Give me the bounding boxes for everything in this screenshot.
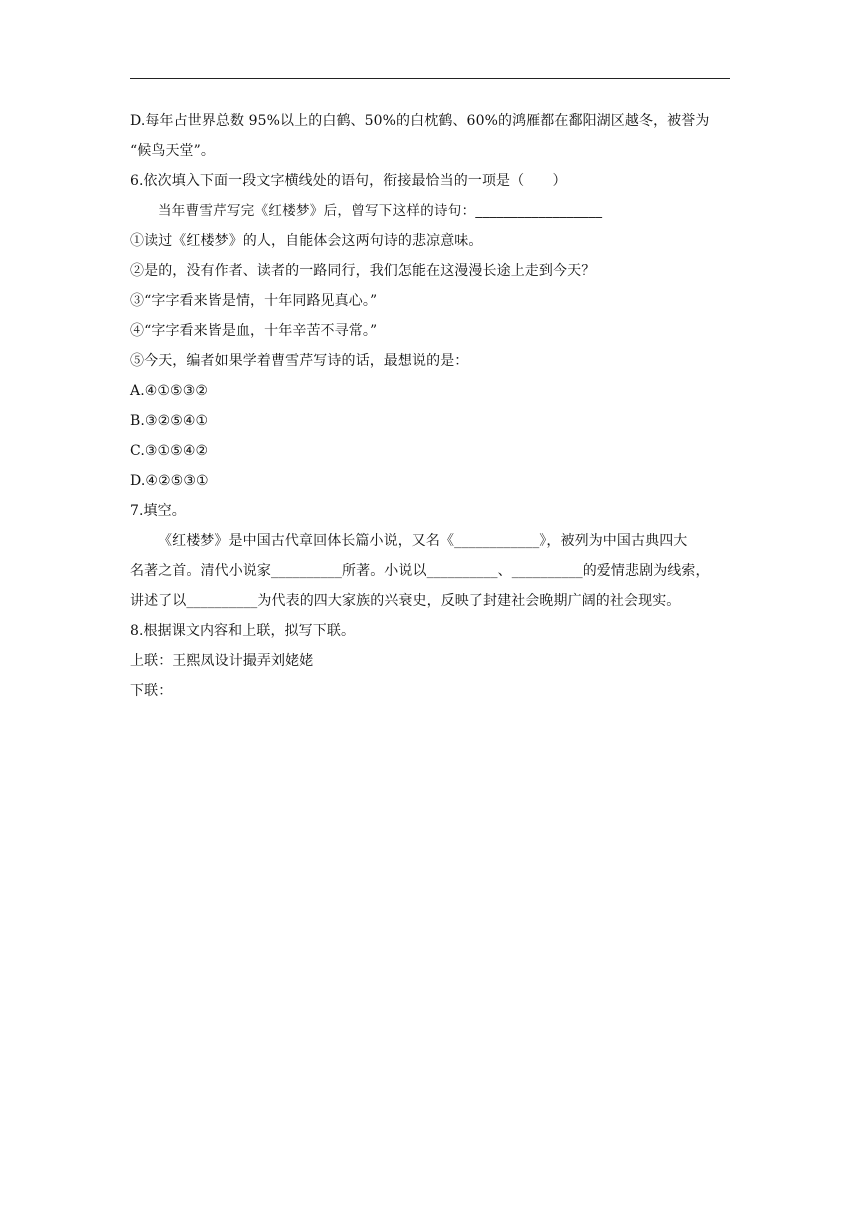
- q6-sentence-3: ③“字字看来皆是情，十年同路见真心。”: [130, 293, 378, 309]
- q8-lower-couplet: 下联：: [130, 683, 173, 699]
- q6-option-c: C.③①⑤④②: [130, 443, 209, 459]
- q6-option-a: A.④①⑤③②: [130, 383, 209, 399]
- q6-sentence-4: ④“字字看来皆是血，十年辛苦不寻常。”: [130, 323, 378, 339]
- q6-sentence-2: ②是的，没有作者、读者的一路同行，我们怎能在这漫漫长途上走到今天？: [130, 263, 596, 279]
- q5-option-d-line2: “候鸟天堂”。: [130, 143, 216, 159]
- q6-sentence-5: ⑤今天，编者如果学着曹雪芹写诗的话，最想说的是：: [130, 353, 469, 369]
- q7-stem: 7.填空。: [130, 503, 186, 519]
- header-rule: [130, 78, 730, 79]
- q7-line-1: 《红楼梦》是中国古代章回体长篇小说，又名《____________》，被列为中国古典四大: [158, 533, 688, 549]
- q8-stem: 8.根据课文内容和上联，拟写下联。: [130, 623, 356, 639]
- q6-sentence-1: ①读过《红楼梦》的人，自能体会这两句诗的悲凉意味。: [130, 233, 483, 249]
- q7-line-2: 名著之首。清代小说家__________所著。小说以__________、__________的爱情悲剧为线索，: [130, 563, 710, 579]
- q7-line-3: 讲述了以__________为代表的四大家族的兴衰史，反映了封建社会晚期广阔的社会现实。: [130, 593, 681, 609]
- document-content: [130, 106, 736, 706]
- q6-option-d: D.④②⑤③①: [130, 473, 209, 489]
- q5-option-d-line1: D.每年占世界总数 95%以上的白鹤、50%的白枕鹤、60%的鸿雁都在鄱阳湖区越冬，被誉为: [130, 113, 710, 129]
- q6-option-b: B.③②⑤④①: [130, 413, 209, 429]
- q8-upper-couplet: 上联：王熙凤设计撮弄刘姥姥: [130, 653, 314, 669]
- q6-passage: 当年曹雪芹写完《红楼梦》后，曾写下这样的诗句：__________________: [158, 203, 603, 219]
- q6-stem: 6.依次填入下面一段文字横线处的语句，衔接最恰当的一项是（ ）: [130, 173, 567, 189]
